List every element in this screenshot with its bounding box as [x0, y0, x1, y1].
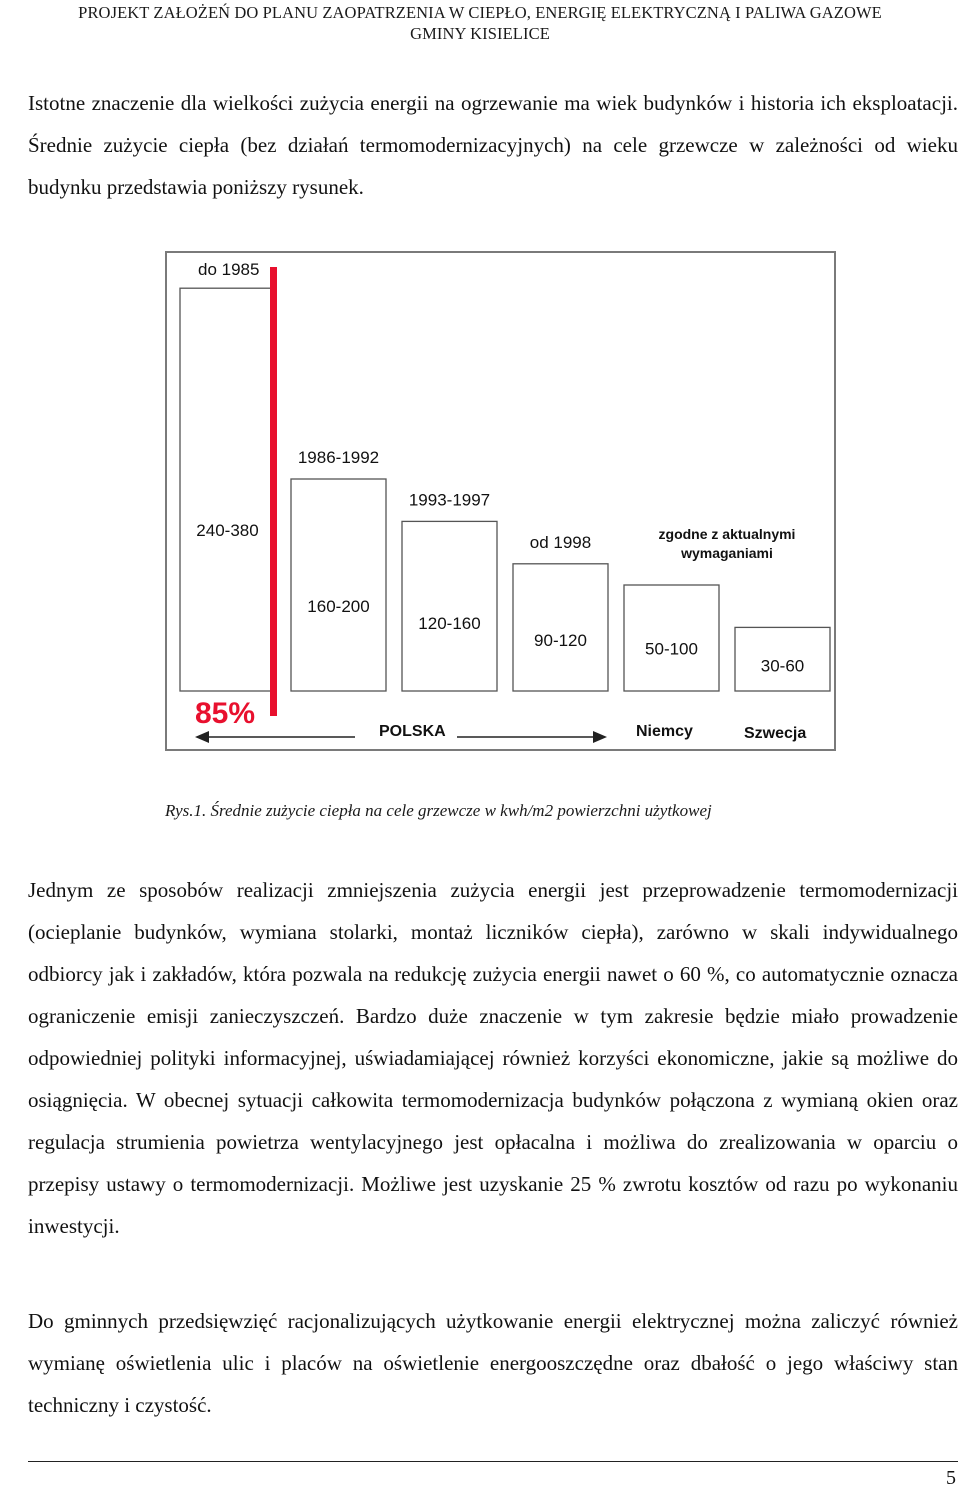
intro-paragraph: Istotne znaczenie dla wielkości zużycia energii na ogrzewanie ma wiek budynków i historia ich eksploatacji. Średnie zużycie ciepła (bez działań termomodernizacyjnych) na cele grzewcze w zależności od wieku budynku przedstawia poniższy rysunek.: [28, 91, 958, 199]
header-subtitle: GMINY KISIELICE: [410, 24, 550, 43]
country-label-niemcy: Niemcy: [636, 723, 693, 740]
lighting-paragraph: Do gminnych przedsięwzięć racjonalizujących użytkowanie energii elektrycznej można zaliczyć również wymianę oświetlenia ulic i placów na oświetlenie energooszczędne oraz dbałość o jego właściwy stan techniczny i czystość.: [28, 1309, 958, 1417]
country-axis: [195, 723, 806, 743]
country-label-szwecja: Szwecja: [744, 725, 807, 742]
bar-3: [402, 521, 497, 691]
reduction-marker: [270, 267, 277, 716]
bar-category-label: 1986-1992: [297, 448, 380, 467]
bar-value-label: 50-100: [645, 639, 698, 659]
bar-2: [291, 479, 386, 691]
header-title: PROJEKT ZAŁOŻEŃ DO PLANU ZAOPATRZENIA W CIEPŁO, ENERGIĘ ELEKTRYCZNĄ I PALIWA GAZOWE: [78, 3, 882, 22]
figure-caption: Rys.1. Średnie zużycie ciepła na cele grzewcze w kwh/m2 powierzchni użytkowej: [165, 801, 712, 820]
country-label-polska: POLSKA: [379, 723, 446, 740]
chart-svg: [167, 253, 834, 749]
bar-value-label: 160-200: [307, 597, 370, 617]
bar-4: [513, 564, 608, 691]
bar-category-label: do 1985: [198, 260, 260, 279]
bar-category-label: zgodne z aktualnymi: [658, 526, 796, 542]
reduction-label: 85%: [195, 697, 256, 730]
bar-category-label: od 1998: [529, 532, 592, 552]
bar-value-label: 120-160: [418, 614, 481, 634]
heat-consumption-chart: [165, 251, 836, 751]
document-header: [0, 2, 960, 44]
arrow-left-icon: [195, 731, 209, 743]
bar-1: [180, 288, 275, 691]
bar-category-label: wymaganiami: [681, 545, 773, 561]
bar-value-label: 90-120: [534, 631, 587, 651]
page-number: 5: [946, 1467, 956, 1489]
thermomodernization-paragraph: Jednym ze sposobów realizacji zmniejszenia zużycia energii jest przeprowadzenie termomodernizacji (ocieplanie budynków, wymiana stolarki, montaż liczników ciepła), zarówno w skali indywidualnego odbiorcy jak i zakładów, która pozwala na redukcję zużycia energii nawet o 60 %, co automatycznie oznacza ograniczenie emisji zanieczyszczeń. Bardzo duże znaczenie w tym zakresie będzie miało prowadzenie odpowiedniej polityki informacyjnej, uświadamiającej również korzyści ekonomiczne, jakie są możliwe do osiągnięcia. W obecnej sytuacji całkowita termomodernizacja budynków połączona z wymianą okien oraz regulacja strumienia powietrza wentylacyjnego jest opłacalna i możliwa do zrealizowania w oparciu o przepisy ustawy o termomodernizacji. Możliwe jest uzyskanie 25 % zwrotu kosztów od razu po wykonaniu inwestycji.: [28, 878, 958, 1238]
arrow-right-icon: [593, 731, 607, 743]
footer-divider: [28, 1461, 958, 1462]
bar-5: [624, 585, 719, 691]
bar-value-label: 30-60: [760, 656, 805, 676]
bar-category-label: 1993-1997: [408, 490, 491, 510]
bar-value-label: 240-380: [196, 520, 259, 540]
